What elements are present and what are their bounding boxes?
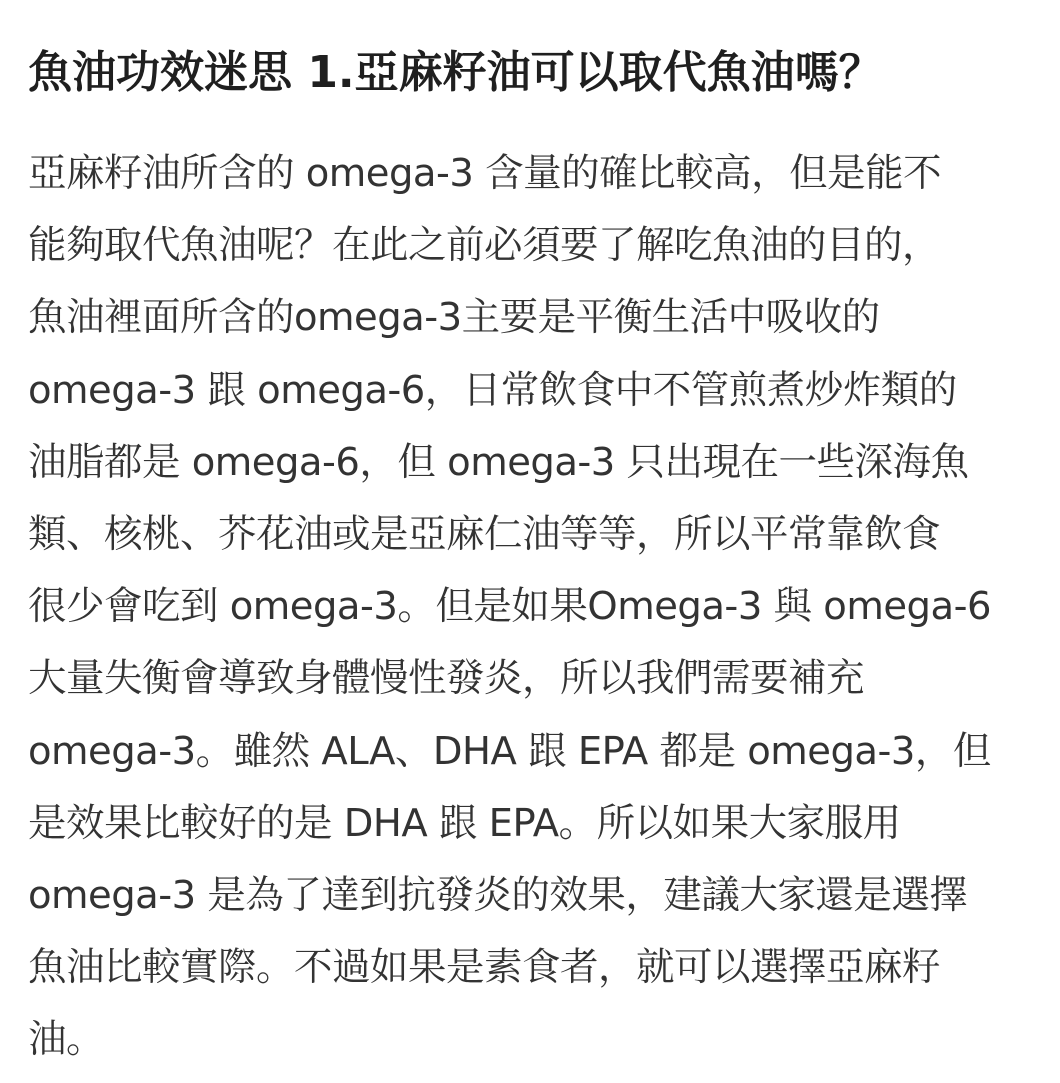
article-line: 是效果比較好的是 DHA 跟 EPA。所以如果大家服用 (28, 800, 901, 846)
article-line: omega-3 跟 omega-6，日常飲食中不管煎煮炒炸類的 (28, 367, 957, 413)
article-line: 油脂都是 omega-6，但 omega-3 只出現在一些深海魚 (28, 439, 969, 485)
article-body (28, 138, 1053, 1077)
article-line: 魚油裡面所含的omega-3主要是平衡生活中吸收的 (28, 295, 880, 341)
article-line: omega-3 是為了達到抗發炎的效果，建議大家還是選擇 (28, 873, 968, 919)
article-line: 魚油比較實際。不過如果是素食者，就可以選擇亞麻籽 (28, 945, 941, 991)
article-line: 很少會吃到 omega-3。但是如果Omega-3 與 omega-6 (28, 584, 991, 630)
article-line: 類、核桃、芥花油或是亞麻仁油等等，所以平常靠飲食 (28, 512, 941, 558)
article-line: 亞麻籽油所含的 omega-3 含量的確比較高，但是能不 (28, 151, 942, 196)
article-line: 大量失衡會導致身體慢性發炎，所以我們需要補充 (28, 656, 865, 702)
article-title: 魚油功效迷思 1.亞麻籽油可以取代魚油嗎？ (28, 47, 883, 98)
article-line: 能夠取代魚油呢？在此之前必須要了解吃魚油的目的， (28, 223, 941, 269)
article (28, 40, 1053, 1077)
article-line: 油。 (28, 1017, 105, 1063)
article-line: omega-3。雖然 ALA、DHA 跟 EPA 都是 omega-3，但 (28, 728, 991, 774)
